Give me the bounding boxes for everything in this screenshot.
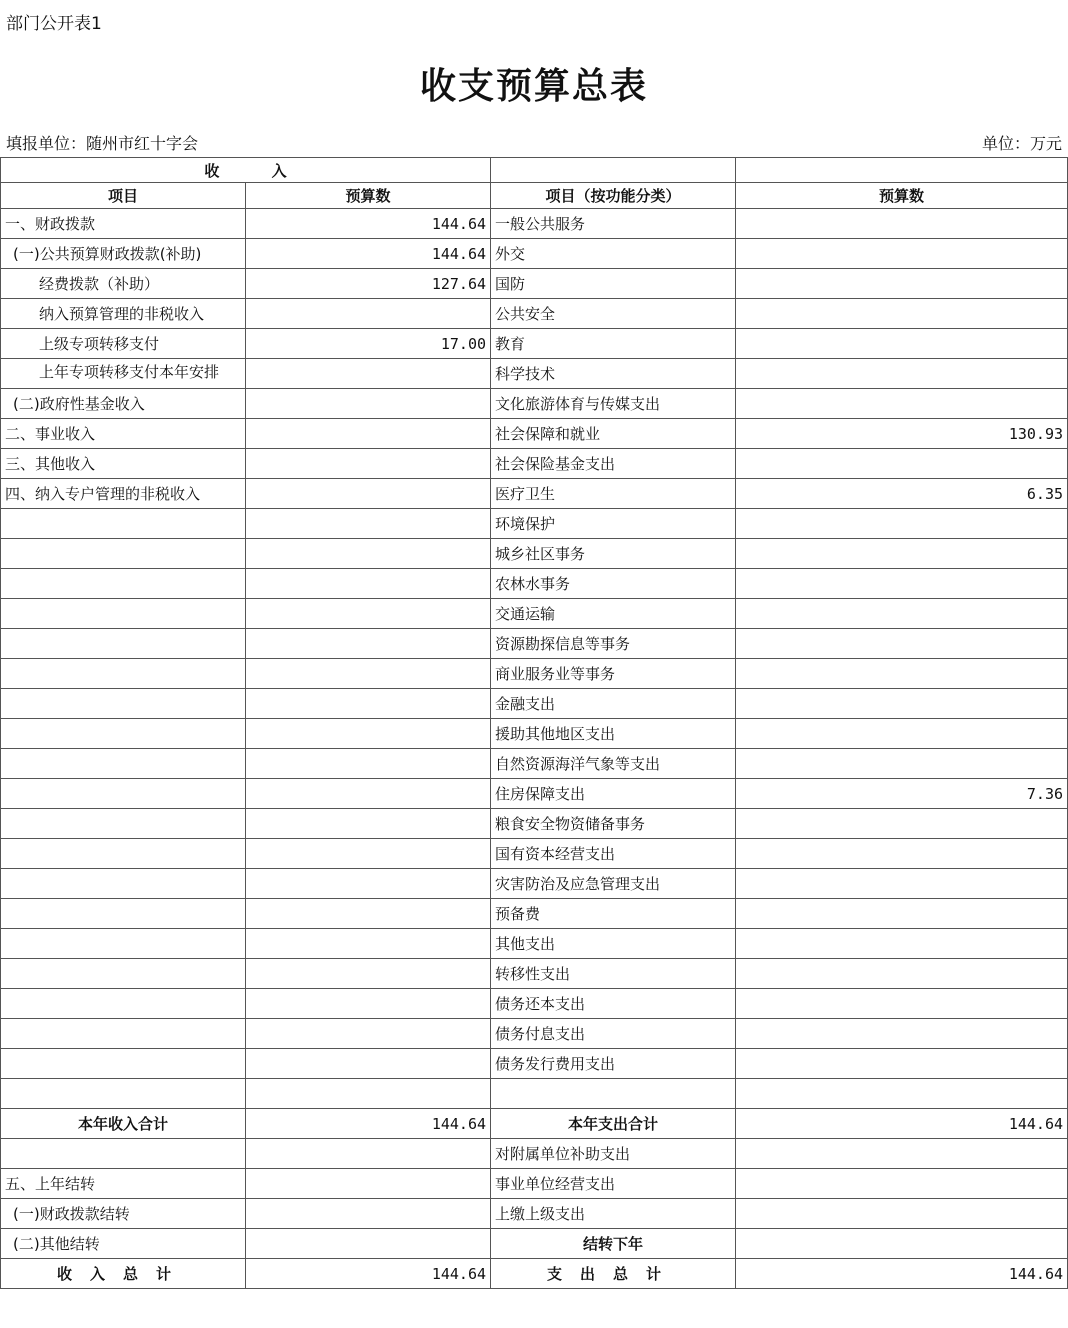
income-item-cell — [1, 899, 246, 929]
income-value-cell — [246, 1019, 491, 1049]
income-value-cell — [246, 449, 491, 479]
year-total-row — [1, 1109, 1068, 1139]
income-value-cell: 144.64 — [246, 209, 491, 239]
table-row — [1, 1019, 1068, 1049]
income-value-cell — [246, 1049, 491, 1079]
income-item-cell — [1, 629, 246, 659]
expense-value-cell — [736, 749, 1068, 779]
currency-unit — [982, 131, 1062, 154]
income-item-cell: 二、事业收入 — [1, 419, 246, 449]
table-row — [1, 329, 1068, 359]
page-title: 收支预算总表 — [419, 65, 648, 107]
income-value-cell — [246, 389, 491, 419]
income-value-cell — [246, 989, 491, 1019]
income-value-cell — [246, 539, 491, 569]
expense-item-cell: 一般公共服务 — [491, 209, 736, 239]
income-item-cell — [1, 1019, 246, 1049]
income-value-cell — [246, 1229, 491, 1259]
table-row — [1, 449, 1068, 479]
table-row — [1, 1229, 1068, 1259]
expense-value-cell — [736, 449, 1068, 479]
budget-table — [0, 157, 1068, 1289]
table-row — [1, 539, 1068, 569]
expense-value-cell — [736, 869, 1068, 899]
expense-value-cell — [736, 959, 1068, 989]
expense-section-header-value — [736, 158, 1068, 183]
income-value-cell — [246, 1169, 491, 1199]
table-row — [1, 989, 1068, 1019]
table-row — [1, 929, 1068, 959]
expense-item-cell: 粮食安全物资储备事务 — [491, 809, 736, 839]
expense-value-cell — [736, 329, 1068, 359]
table-row — [1, 1169, 1068, 1199]
expense-item-cell: 债务付息支出 — [491, 1019, 736, 1049]
income-value-cell — [246, 659, 491, 689]
income-value-cell — [246, 509, 491, 539]
income-item-cell — [1, 509, 246, 539]
income-item-cell: 上级专项转移支付 — [1, 329, 246, 359]
table-row — [1, 599, 1068, 629]
table-row — [1, 689, 1068, 719]
expense-item-cell — [491, 1079, 736, 1109]
table-row — [1, 299, 1068, 329]
income-value-cell — [246, 959, 491, 989]
expense-item-cell: 公共安全 — [491, 299, 736, 329]
expense-item-cell: 金融支出 — [491, 689, 736, 719]
table-row — [1, 1139, 1068, 1169]
column-header-row — [1, 183, 1068, 209]
col-header-item: 项目 — [1, 183, 246, 209]
expense-item-cell: 资源勘探信息等事务 — [491, 629, 736, 659]
table-row — [1, 359, 1068, 389]
expense-value-cell — [736, 629, 1068, 659]
income-item-cell: 纳入预算管理的非税收入 — [1, 299, 246, 329]
expense-item-cell: 商业服务业等事务 — [491, 659, 736, 689]
income-grand-total-label: 收入总计 — [1, 1259, 246, 1289]
expense-value-cell — [736, 809, 1068, 839]
income-item-cell — [1, 989, 246, 1019]
table-row — [1, 839, 1068, 869]
income-item-cell: (一)公共预算财政拨款(补助) — [1, 239, 246, 269]
income-item-cell: (二)政府性基金收入 — [1, 389, 246, 419]
table-row — [1, 389, 1068, 419]
expense-value-cell: 130.93 — [736, 419, 1068, 449]
expense-item-cell: 环境保护 — [491, 509, 736, 539]
income-item-label: 上年专项转移支付本年安排 — [39, 363, 220, 381]
table-row — [1, 899, 1068, 929]
income-value-cell — [246, 479, 491, 509]
income-value-cell — [246, 779, 491, 809]
expense-value-cell — [736, 239, 1068, 269]
income-value-cell — [246, 359, 491, 389]
expense-item-cell: 住房保障支出 — [491, 779, 736, 809]
expense-grand-total-value: 144.64 — [736, 1259, 1068, 1289]
budget-table-body — [1, 158, 1068, 1289]
expense-value-cell — [736, 209, 1068, 239]
expense-value-cell — [736, 359, 1068, 389]
table-row — [1, 1199, 1068, 1229]
expense-item-cell: 交通运输 — [491, 599, 736, 629]
expense-item-cell: 对附属单位补助支出 — [491, 1139, 736, 1169]
col-header-budget-2: 预算数 — [736, 183, 1068, 209]
income-value-cell — [246, 689, 491, 719]
income-item-cell — [1, 539, 246, 569]
table-row — [1, 569, 1068, 599]
income-item-cell: 一、财政拨款 — [1, 209, 246, 239]
expense-item-cell: 上缴上级支出 — [491, 1199, 736, 1229]
col-header-budget: 预算数 — [246, 183, 491, 209]
doc-label: 部门公开表1 — [6, 14, 102, 34]
table-row — [1, 659, 1068, 689]
income-value-cell — [246, 299, 491, 329]
income-value-cell: 17.00 — [246, 329, 491, 359]
table-row — [1, 779, 1068, 809]
income-item-cell — [1, 929, 246, 959]
expense-item-cell: 城乡社区事务 — [491, 539, 736, 569]
income-value-cell — [246, 419, 491, 449]
expense-item-cell: 转移性支出 — [491, 959, 736, 989]
income-value-cell — [246, 839, 491, 869]
income-item-cell — [1, 599, 246, 629]
expense-grand-total-label: 支出总计 — [491, 1259, 736, 1289]
table-row — [1, 1049, 1068, 1079]
expense-item-cell: 教育 — [491, 329, 736, 359]
expense-value-cell — [736, 299, 1068, 329]
expense-value-cell — [736, 899, 1068, 929]
table-row — [1, 509, 1068, 539]
income-item-cell: 三、其他收入 — [1, 449, 246, 479]
expense-value-cell — [736, 509, 1068, 539]
table-row — [1, 479, 1068, 509]
income-item-cell — [1, 959, 246, 989]
expense-value-cell — [736, 539, 1068, 569]
income-item-cell: (一)财政拨款结转 — [1, 1199, 246, 1229]
expense-value-cell — [736, 989, 1068, 1019]
expense-item-cell: 文化旅游体育与传媒支出 — [491, 389, 736, 419]
income-item-cell: (二)其他结转 — [1, 1229, 246, 1259]
income-value-cell — [246, 809, 491, 839]
income-value-cell — [246, 869, 491, 899]
expense-value-cell — [736, 569, 1068, 599]
income-item-cell: 经费拨款（补助） — [1, 269, 246, 299]
table-row — [1, 1079, 1068, 1109]
income-year-total-label: 本年收入合计 — [1, 1109, 246, 1139]
income-value-cell — [246, 899, 491, 929]
expense-item-cell: 结转下年 — [491, 1229, 736, 1259]
expense-item-cell: 社会保险基金支出 — [491, 449, 736, 479]
income-item-cell — [1, 719, 246, 749]
expense-value-cell — [736, 929, 1068, 959]
expense-item-cell: 科学技术 — [491, 359, 736, 389]
income-value-cell — [246, 1139, 491, 1169]
reporting-unit-text: 填报单位：随州市红十字会 — [6, 134, 199, 153]
expense-value-cell — [736, 1049, 1068, 1079]
income-item-cell — [1, 1079, 246, 1109]
table-row — [1, 209, 1068, 239]
expense-item-cell: 援助其他地区支出 — [491, 719, 736, 749]
expense-item-cell: 社会保障和就业 — [491, 419, 736, 449]
income-value-cell: 127.64 — [246, 269, 491, 299]
currency-unit-text: 单位：万元 — [981, 134, 1062, 153]
income-value-cell — [246, 719, 491, 749]
expense-item-cell: 债务还本支出 — [491, 989, 736, 1019]
expense-year-total-label: 本年支出合计 — [491, 1109, 736, 1139]
income-value-cell — [246, 629, 491, 659]
reporting-unit — [6, 131, 198, 154]
income-section-header: 收 入 — [1, 158, 491, 183]
table-row — [1, 269, 1068, 299]
income-grand-total-value: 144.64 — [246, 1259, 491, 1289]
expense-item-cell: 外交 — [491, 239, 736, 269]
table-row — [1, 809, 1068, 839]
table-row — [1, 239, 1068, 269]
expense-item-cell: 自然资源海洋气象等支出 — [491, 749, 736, 779]
table-row — [1, 869, 1068, 899]
income-year-total-value: 144.64 — [246, 1109, 491, 1139]
income-value-cell — [246, 1199, 491, 1229]
expense-value-cell — [736, 1019, 1068, 1049]
expense-value-cell — [736, 599, 1068, 629]
expense-value-cell: 6.35 — [736, 479, 1068, 509]
expense-value-cell — [736, 1169, 1068, 1199]
expense-item-cell: 国有资本经营支出 — [491, 839, 736, 869]
expense-item-cell: 事业单位经营支出 — [491, 1169, 736, 1199]
income-value-cell — [246, 569, 491, 599]
expense-value-cell — [736, 1229, 1068, 1259]
expense-item-cell: 其他支出 — [491, 929, 736, 959]
expense-value-cell — [736, 659, 1068, 689]
income-value-cell: 144.64 — [246, 239, 491, 269]
income-item-cell: 五、上年结转 — [1, 1169, 246, 1199]
expense-item-cell: 灾害防治及应急管理支出 — [491, 869, 736, 899]
income-item-cell — [1, 689, 246, 719]
income-item-cell — [1, 569, 246, 599]
expense-value-cell — [736, 719, 1068, 749]
expense-item-cell: 农林水事务 — [491, 569, 736, 599]
income-value-cell — [246, 1079, 491, 1109]
table-row — [1, 959, 1068, 989]
expense-value-cell — [736, 389, 1068, 419]
income-item-cell — [1, 779, 246, 809]
table-section-header — [1, 158, 1068, 183]
expense-value-cell — [736, 839, 1068, 869]
income-item-cell — [1, 809, 246, 839]
income-item-cell — [1, 869, 246, 899]
expense-item-cell: 债务发行费用支出 — [491, 1049, 736, 1079]
expense-value-cell — [736, 1139, 1068, 1169]
expense-value-cell — [736, 1199, 1068, 1229]
table-row — [1, 719, 1068, 749]
expense-value-cell — [736, 269, 1068, 299]
expense-item-cell: 医疗卫生 — [491, 479, 736, 509]
income-item-cell — [1, 359, 246, 389]
income-value-cell — [246, 929, 491, 959]
income-item-cell — [1, 1139, 246, 1169]
income-value-cell — [246, 749, 491, 779]
expense-item-cell: 国防 — [491, 269, 736, 299]
income-item-cell — [1, 1049, 246, 1079]
expense-item-cell: 预备费 — [491, 899, 736, 929]
income-item-cell — [1, 659, 246, 689]
grand-total-row — [1, 1259, 1068, 1289]
expense-year-total-value: 144.64 — [736, 1109, 1068, 1139]
table-row — [1, 419, 1068, 449]
table-row — [1, 629, 1068, 659]
income-item-cell — [1, 839, 246, 869]
expense-value-cell: 7.36 — [736, 779, 1068, 809]
income-item-cell: 四、纳入专户管理的非税收入 — [1, 479, 246, 509]
income-item-cell — [1, 749, 246, 779]
col-header-item-func: 项目（按功能分类） — [491, 183, 736, 209]
expense-section-header-item — [491, 158, 736, 183]
expense-value-cell — [736, 1079, 1068, 1109]
income-value-cell — [246, 599, 491, 629]
table-row — [1, 749, 1068, 779]
expense-value-cell — [736, 689, 1068, 719]
